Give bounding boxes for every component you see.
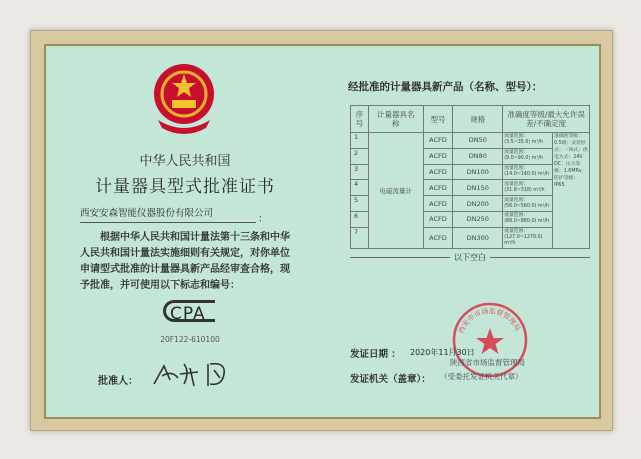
blank-note: 以下空白: [454, 253, 486, 262]
certificate-title: 计量器具型式批准证书: [95, 177, 275, 197]
issuing-authority-label: 发证机关（盖章）：: [350, 374, 431, 385]
row-model: ACFD: [423, 196, 453, 212]
approval-code: 20F122-610100: [160, 335, 220, 344]
row-range: 流量范围：(9.0~90.0) m³/h: [503, 148, 553, 164]
header-no: 序号: [351, 106, 369, 133]
authority-note: （受委托发证机关代章）: [440, 372, 523, 381]
seal-text: 西安市市场监督管理局: [457, 307, 522, 335]
row-no: 5: [351, 196, 369, 212]
cpa-mark: CPA: [163, 300, 215, 322]
header-spec: 规格: [453, 106, 503, 133]
company-colon: ：: [258, 214, 268, 225]
row-model: ACFD: [423, 211, 453, 227]
row-model: ACFD: [423, 133, 453, 149]
row-no: 7: [351, 227, 369, 248]
row-range: 流量范围：(3.5~35.0) m³/h: [503, 133, 553, 149]
product-name: 电磁流量计: [368, 133, 423, 249]
table-header-row: [351, 106, 590, 133]
row-spec: DN200: [453, 196, 503, 212]
row-range: 流量范围：(56.0~560.0) m³/h: [503, 196, 553, 212]
blank-below: [350, 252, 590, 263]
country-name: 中华人民共和国: [139, 154, 231, 169]
common-note: 准确度等级：0.5级；安装形式：一体式；供电方式：24V DC；压力等级：1.6MPa；防护等级：IP65: [553, 133, 590, 249]
issue-date-label: 发证日期 ：: [350, 349, 401, 360]
products-table: [350, 105, 590, 249]
approval-text: 根据中华人民共和国计量法第十三条和中华人民共和国计量法实施细则有关规定，对你单位申请型式批准的计量器具新产品经审查合格，现予批准，并可使用以下标志和编号：: [80, 232, 290, 291]
row-spec: DN100: [453, 164, 503, 180]
row-range: 流量范围：(88.0~880.0) m³/h: [503, 211, 553, 227]
row-spec: DN80: [453, 148, 503, 164]
row-no: 2: [351, 148, 369, 164]
row-spec: DN50: [453, 133, 503, 149]
table-row: [351, 133, 590, 149]
company-name: 西安安森智能仪器股份有限公司: [80, 205, 256, 223]
divider: [490, 257, 590, 258]
row-no: 1: [351, 133, 369, 149]
row-range: 流量范围：(127.0~1270.0) m³/h: [503, 227, 553, 248]
row-model: ACFD: [423, 227, 453, 248]
row-range: 流量范围：(31.8~318) m³/h: [503, 180, 553, 196]
header-accuracy: 准确度等级/最大允许误差/不确定度: [503, 106, 590, 133]
row-no: 6: [351, 211, 369, 227]
row-spec: DN250: [453, 211, 503, 227]
row-range: 流量范围：(14.0~140.0) m³/h: [503, 164, 553, 180]
official-seal-icon: [450, 300, 530, 380]
row-model: ACFD: [423, 164, 453, 180]
approver-label: 批准人：: [98, 376, 138, 387]
row-spec: DN300: [453, 227, 503, 248]
issue-date: 2020年11月30日: [410, 348, 475, 357]
header-model: 型号: [423, 106, 453, 133]
issuing-authority: 陕西省市场监督管理局: [450, 358, 525, 367]
row-model: ACFD: [423, 180, 453, 196]
signature-icon: [150, 358, 235, 390]
products-heading: 经批准的计量器具新产品（名称、型号）：: [348, 81, 543, 93]
row-model: ACFD: [423, 148, 453, 164]
header-name: 计量器具名 称: [368, 106, 423, 133]
national-emblem-icon: [148, 56, 220, 140]
row-no: 4: [351, 180, 369, 196]
row-no: 3: [351, 164, 369, 180]
divider: [350, 257, 450, 258]
row-spec: DN150: [453, 180, 503, 196]
